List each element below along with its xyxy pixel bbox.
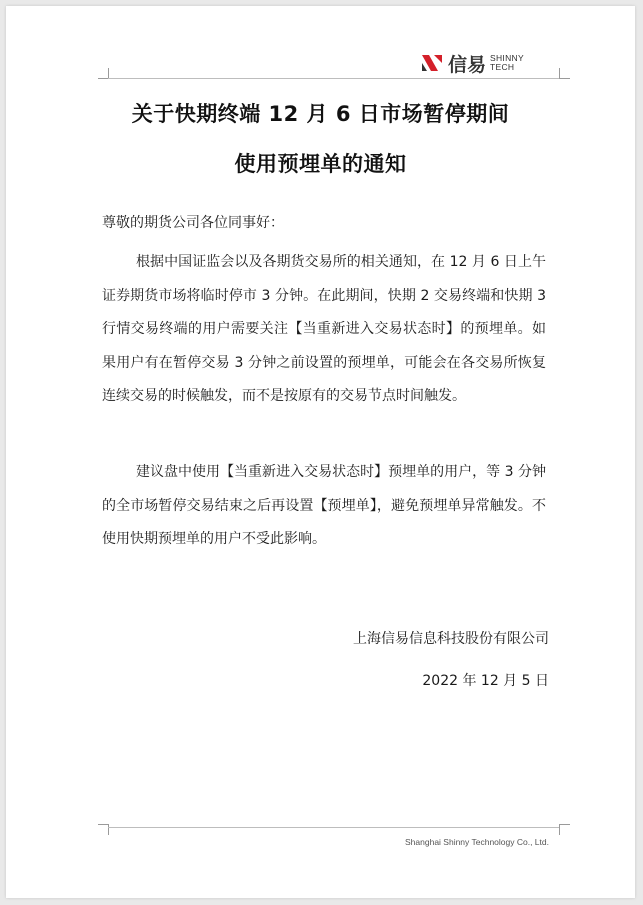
header-rule bbox=[108, 78, 559, 79]
footer-company-english: Shanghai Shinny Technology Co., Ltd. bbox=[405, 837, 549, 847]
crop-mark-bottom-right bbox=[559, 824, 570, 835]
signature-date: 2022 年 12 月 5 日 bbox=[422, 673, 549, 689]
crop-mark-top-right bbox=[559, 68, 570, 79]
notice-title-line1: 关于快期终端 12 月 6 日市场暂停期间 bbox=[131, 102, 510, 126]
document-page bbox=[6, 6, 635, 898]
greeting: 尊敬的期货公司各位同事好： bbox=[102, 215, 284, 231]
logo-english-name bbox=[490, 54, 524, 72]
logo-english-line1: SHINNY bbox=[490, 53, 524, 63]
logo-chinese-name: 信易 bbox=[448, 53, 487, 76]
shinny-logo-icon bbox=[420, 51, 444, 75]
signature-company: 上海信易信息科技股份有限公司 bbox=[353, 631, 549, 647]
company-logo bbox=[420, 50, 524, 76]
footer-rule bbox=[108, 827, 559, 828]
crop-mark-bottom-left bbox=[98, 824, 109, 835]
notice-title-line2: 使用预埋单的通知 bbox=[234, 152, 407, 176]
logo-english-line2: TECH bbox=[490, 62, 515, 72]
body-paragraph-1: 根据中国证监会以及各期货交易所的相关通知，在 12 月 6 日上午证券期货市场将临时停市 3 分钟。在此期间，快期 2 交易终端和快期 3 行情交易终端的用户需要关注【当重新进入交易状态时】的预埋单。如果用户有在暂停交易 3 分钟之前设置的预埋单，可能会在各交易所恢复连续交易的时候触发，而不是按原有的交易节点时间触发。 bbox=[102, 254, 546, 404]
body-paragraph-2: 建议盘中使用【当重新进入交易状态时】预埋单的用户，等 3 分钟的全市场暂停交易结束之后再设置【预埋单】，避免预埋单异常触发。不使用快期预埋单的用户不受此影响。 bbox=[102, 464, 546, 547]
